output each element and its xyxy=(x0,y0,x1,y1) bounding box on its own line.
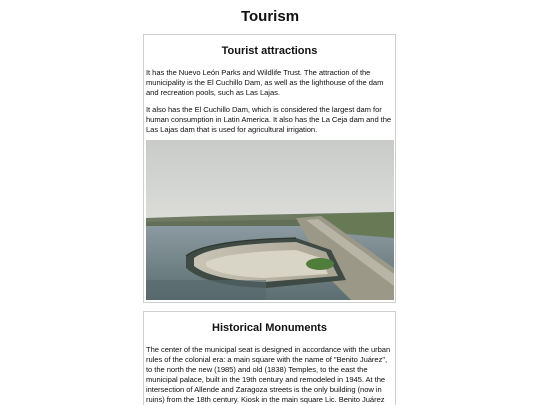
dam-photo xyxy=(146,140,394,300)
section-heading: Tourist attractions xyxy=(221,45,318,57)
section-paragraph: The center of the municipal seat is designed in accordance with the urban rules of the colonial era: a main square with the name of "Benito Juárez", to the north the new (1985) and old (1838) Temples, to the east the municipal palace, built in the 19th century and remodeled in 1945. At the intersection of Allende and Zaragoza streets is the only building (now in ruins) from the 18th century. Kiosk in the main square Lic. Benito Juárez xyxy=(146,345,391,404)
section-heading: Historical Monuments xyxy=(212,322,327,334)
dam-photo-image xyxy=(146,140,394,300)
historical-monuments-card xyxy=(143,311,396,405)
section-paragraph: It has the Nuevo León Parks and Wildlife Trust. The attraction of the municipality is the El Cuchillo Dam, as well as the lighthouse of the dam and recreation pools, such as Las Lajas. xyxy=(146,68,384,97)
section-paragraph: It also has the El Cuchillo Dam, which is considered the largest dam for human consumption in Latin America. It also has the La Ceja dam and the Las Lajas dam that is used for agricultural irrigation. xyxy=(146,105,392,134)
tourist-attractions-card xyxy=(143,34,396,303)
page-title: Tourism xyxy=(240,8,300,25)
